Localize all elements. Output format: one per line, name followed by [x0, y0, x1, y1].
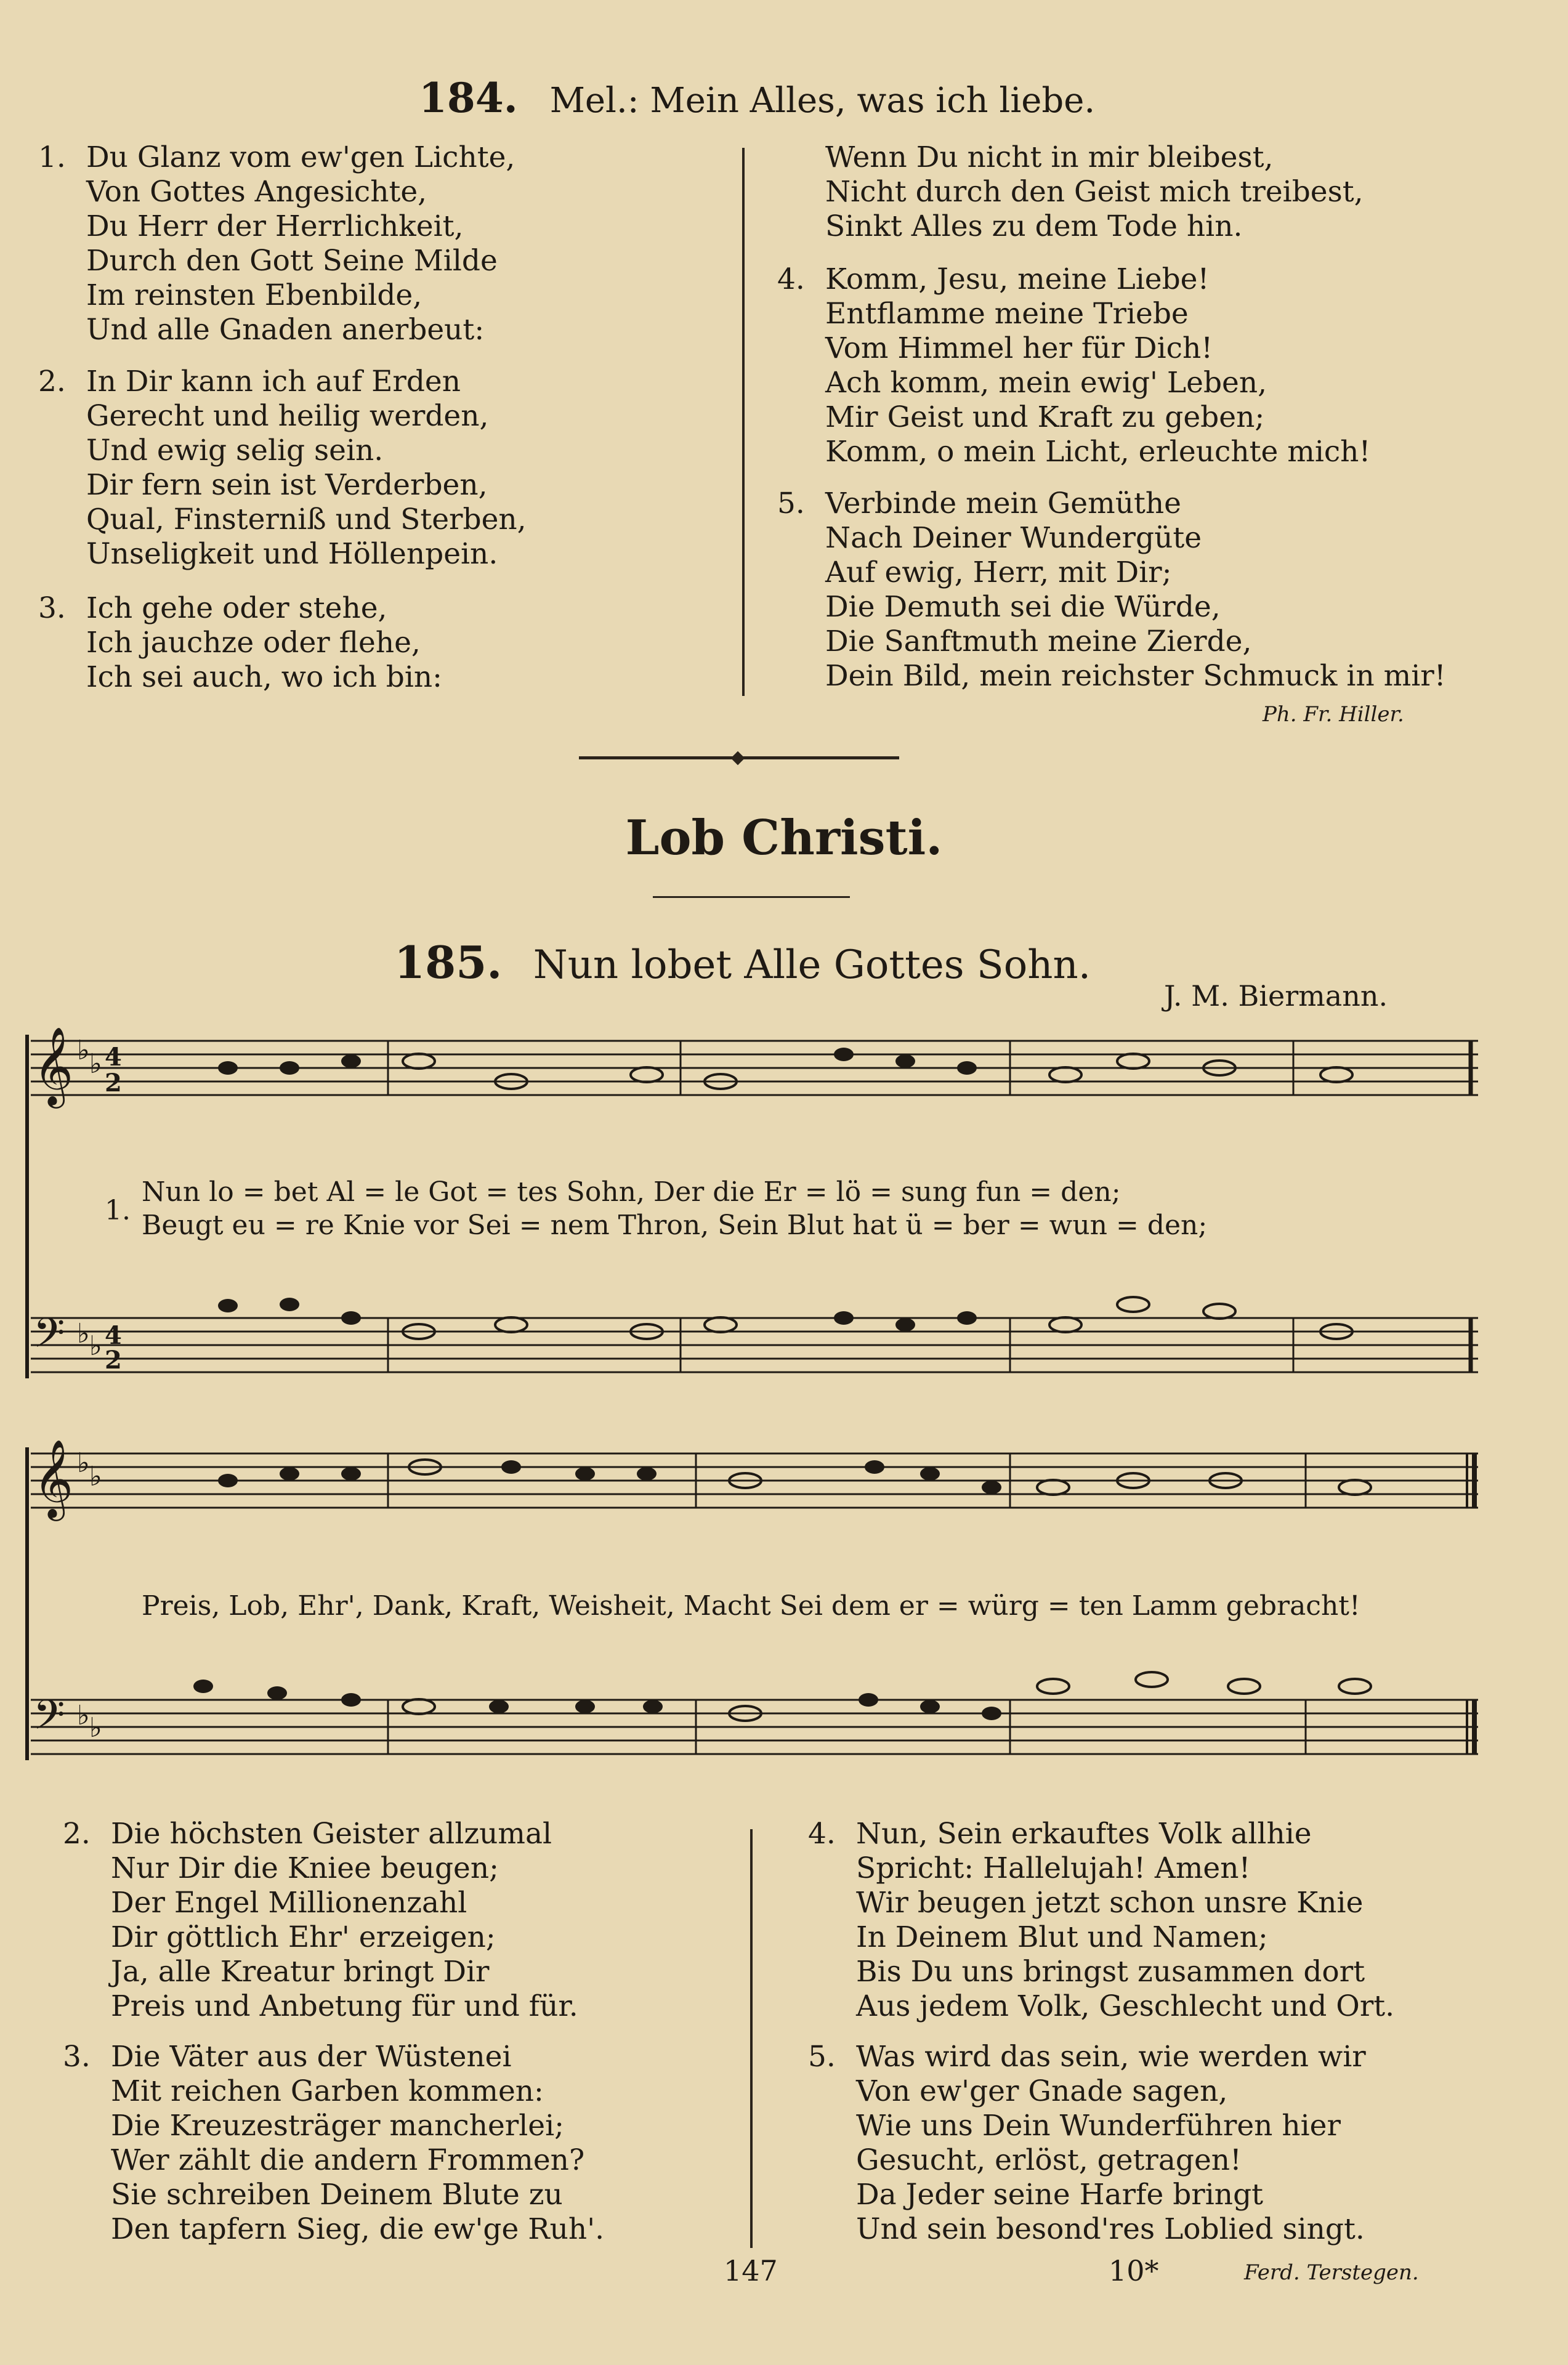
hymn-185-verse-2 — [63, 1817, 578, 2024]
hymn-184-melody: Mel.: Mein Alles, was ich liebe. — [549, 81, 1096, 121]
verse-line: Und alle Gnaden anerbeut: — [86, 313, 485, 347]
verse-line: Die Väter aus der Wüstenei — [111, 2040, 512, 2074]
verse-line: Unseligkeit und Höllenpein. — [86, 537, 498, 571]
signature-mark: 10* — [1109, 2254, 1159, 2287]
hymn-184-verse-2 — [38, 365, 527, 572]
verse-number: 4. — [808, 1817, 836, 1851]
hymn-184-number: 184. — [419, 74, 518, 122]
hymn-184-author: Ph. Fr. Hiller. — [1263, 702, 1404, 727]
svg-text:𝄞: 𝄞 — [33, 1026, 74, 1105]
verse-line: Ich sei auch, wo ich bin: — [86, 660, 443, 694]
hymn-184-header — [419, 74, 1095, 122]
verse-line: Du Herr der Herrlichkeit, — [86, 209, 464, 243]
verse-line: Dein Bild, mein reichster Schmuck in mir! — [825, 659, 1446, 693]
svg-text:♭: ♭ — [77, 1318, 90, 1349]
svg-text:2: 2 — [105, 1069, 122, 1098]
verse-number: 5. — [777, 487, 805, 520]
title-underline — [653, 896, 850, 898]
svg-text:2: 2 — [105, 1346, 122, 1375]
verse-number: 4. — [777, 262, 805, 296]
svg-text:♭: ♭ — [77, 1700, 90, 1731]
verse-line: Durch den Gott Seine Milde — [86, 244, 498, 278]
verse-line: Im reinsten Ebenbilde, — [86, 278, 422, 312]
verse-line: Den tapfern Sieg, die ew'ge Ruh'. — [111, 2212, 605, 2246]
verse-line: Spricht: Hallelujah! Amen! — [856, 1851, 1251, 1885]
hymn-185-verse-3 — [63, 2040, 605, 2247]
hymn-184-verse-3 — [38, 591, 443, 695]
verse-line: Dir fern sein ist Verderben, — [86, 468, 488, 502]
lyric-line: Beugt eu = re Knie vor Sei = nem Thron, Sein Blut hat ü = ber = wun = den; — [142, 1210, 1208, 1241]
verse-line: Bis Du uns bringst zusammen dort — [856, 1955, 1365, 1989]
verse-line: Von Gottes Angesichte, — [86, 175, 427, 209]
verse-line: Wer zählt die andern Frommen? — [111, 2143, 585, 2177]
svg-text:𝄢: 𝄢 — [33, 1691, 65, 1748]
svg-text:♭: ♭ — [77, 1035, 90, 1066]
verse-line: Wenn Du nicht in mir bleibest, — [825, 140, 1274, 174]
svg-text:4: 4 — [105, 1043, 122, 1072]
verse-line: Verbinde mein Gemüthe — [825, 487, 1181, 520]
svg-text:4: 4 — [105, 1321, 122, 1350]
hymn-185-verse-5 — [808, 2040, 1366, 2247]
verse-line: Sie schreiben Deinem Blute zu — [111, 2178, 563, 2212]
hymn-184-verse-3-continued — [825, 140, 1364, 244]
verse-line: Mir Geist und Kraft zu geben; — [825, 400, 1265, 434]
verse-line: In Deinem Blut und Namen; — [856, 1920, 1268, 1954]
verse-line: Qual, Finsterniß und Sterben, — [86, 503, 527, 536]
svg-text:♭: ♭ — [89, 1461, 102, 1492]
verse-line: Preis und Anbetung für und für. — [111, 1989, 578, 2023]
verse-number: 2. — [38, 365, 66, 398]
verse-line: Ich jauchze oder flehe, — [86, 626, 421, 660]
verse-line: Die Demuth sei die Würde, — [825, 590, 1221, 624]
verse-line: Ach komm, mein ewig' Leben, — [825, 366, 1267, 400]
verse-number: 5. — [808, 2040, 836, 2074]
verse-line: Vom Himmel her für Dich! — [825, 331, 1213, 365]
verse-number: 1. — [105, 1195, 131, 1226]
verse-line: Und sein besond'res Loblied singt. — [856, 2212, 1365, 2246]
verse-number: 2. — [63, 1817, 91, 1851]
page-number: 147 — [724, 2254, 778, 2287]
column-divider — [750, 1829, 753, 2248]
hymn-185-number: 185. — [394, 936, 503, 988]
verse-number: 3. — [63, 2040, 91, 2074]
verse-line: Gerecht und heilig werden, — [86, 399, 489, 433]
verse-line: Nur Dir die Kniee beugen; — [111, 1851, 499, 1885]
verse-line: Der Engel Millionenzahl — [111, 1886, 467, 1920]
verse-number: 3. — [38, 591, 66, 625]
verse-line: In Dir kann ich auf Erden — [86, 365, 461, 398]
verse-line: Was wird das sein, wie werden wir — [856, 2040, 1366, 2074]
verse-line: Nicht durch den Geist mich treibest, — [825, 175, 1364, 209]
verse-line: Ja, alle Kreatur bringt Dir — [111, 1955, 490, 1989]
verse-line: Wir beugen jetzt schon unsre Knie — [856, 1886, 1364, 1920]
hymn-185-composer: J. M. Biermann. — [1164, 979, 1388, 1013]
verse-line: Auf ewig, Herr, mit Dir; — [825, 556, 1172, 589]
verse-line: Und ewig selig sein. — [86, 434, 384, 467]
lyric-line: Nun lo = bet Al = le Got = tes Sohn, Der die Er = lö = sung fun = den; — [142, 1176, 1121, 1208]
svg-text:♭: ♭ — [77, 1447, 90, 1479]
verse-line: Sinkt Alles zu dem Tode hin. — [825, 209, 1243, 243]
svg-text:𝄞: 𝄞 — [33, 1439, 74, 1518]
verse-line: Die höchsten Geister allzumal — [111, 1817, 552, 1851]
svg-text:♭: ♭ — [89, 1048, 102, 1080]
verse-line: Entflamme meine Triebe — [825, 297, 1189, 331]
hymn-184-verse-4 — [777, 262, 1371, 469]
verse-line: Ich gehe oder stehe, — [86, 591, 387, 625]
hymn-185-lyrics-system-2: Preis, Lob, Ehr', Dank, Kraft, Weisheit, Macht Sei dem er = würg = ten Lamm gebracht! — [142, 1590, 1360, 1622]
ornamental-divider — [579, 755, 899, 760]
verse-line: Aus jedem Volk, Geschlecht und Ort. — [856, 1989, 1395, 2023]
svg-text:♭: ♭ — [89, 1712, 102, 1744]
verse-line: Nun, Sein erkauftes Volk allhie — [856, 1817, 1312, 1851]
hymn-184-verse-1 — [38, 140, 515, 347]
verse-line: Die Kreuzesträger mancherlei; — [111, 2109, 564, 2143]
verse-number: 1. — [38, 140, 66, 174]
column-divider — [742, 148, 745, 696]
verse-line: Die Sanftmuth meine Zierde, — [825, 625, 1252, 658]
verse-line: Da Jeder seine Harfe bringt — [856, 2178, 1264, 2212]
verse-line: Nach Deiner Wundergüte — [825, 521, 1202, 555]
verse-line: Gesucht, erlöst, getragen! — [856, 2143, 1242, 2177]
svg-text:♭: ♭ — [89, 1330, 102, 1362]
hymn-185-header — [394, 936, 1091, 988]
hymn-185-verse-4 — [808, 1817, 1395, 2024]
verse-line: Dir göttlich Ehr' erzeigen; — [111, 1920, 496, 1954]
hymn-184-verse-5 — [777, 487, 1446, 693]
verse-line: Du Glanz vom ew'gen Lichte, — [86, 140, 515, 174]
verse-line: Mit reichen Garben kommen: — [111, 2074, 544, 2108]
verse-line: Von ew'ger Gnade sagen, — [856, 2074, 1228, 2108]
verse-line: Komm, Jesu, meine Liebe! — [825, 262, 1210, 296]
hymn-185-title: Nun lobet Alle Gottes Sohn. — [533, 942, 1091, 988]
hymn-185-author: Ferd. Terstegen. — [1244, 2260, 1419, 2285]
svg-text:𝄢: 𝄢 — [33, 1309, 65, 1367]
verse-line: Wie uns Dein Wunderführen hier — [856, 2109, 1341, 2143]
section-title: Lob Christi. — [625, 810, 943, 866]
verse-line: Komm, o mein Licht, erleuchte mich! — [825, 435, 1371, 469]
